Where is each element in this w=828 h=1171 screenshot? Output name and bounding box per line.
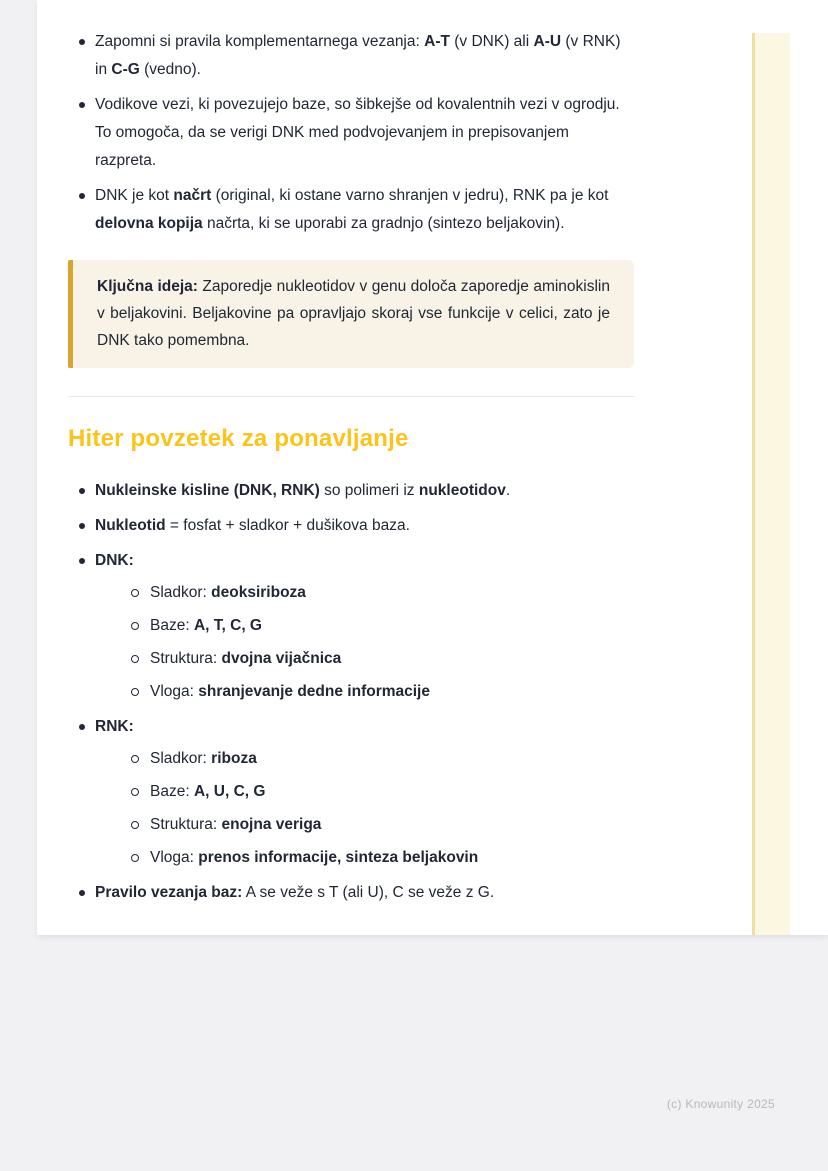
text-run: Sladkor: [150,584,212,601]
document-content [68,28,634,914]
text-run: načrta, ki se uporabi za gradnjo (sintezo beljakovin). [202,215,565,232]
list-item [68,477,634,505]
list-item-text [150,683,430,700]
bold-text: A, U, C, G [193,783,266,800]
text-run: Vodikove vezi, ki povezujejo baze, so šibkejše od kovalentnih vezi v ogrodju. To omogoča, da se verigi DNK med podvojevanjem in prepisovanjem razpreta. [95,96,620,169]
text-run: Vloga: [150,849,199,866]
list-item-text [95,482,510,499]
summary-bullet-list [68,477,634,907]
list-item-text [150,849,478,866]
text-run: Baze: [150,617,194,634]
text-run: (vedno). [139,61,201,78]
list-item-text [95,552,134,569]
list-item-text [150,783,265,800]
list-item [68,879,634,907]
intro-bullet-list [68,28,634,238]
list-item [123,745,634,773]
list-item [68,713,634,872]
text-run: Struktura: [150,816,222,833]
list-item [68,182,634,238]
text-run: (original, ki ostane varno shranjen v jedru), RNK pa je kot [211,187,609,204]
list-item-text [150,617,262,634]
list-item [123,678,634,706]
text-run: Baze: [150,783,194,800]
text-run: Sladkor: [150,750,212,767]
text-run: Zaporedje nukleotidov v genu določa zaporedje aminokislin v beljakovini. Beljakovine pa opravljajo skoraj vse funkcije v celici, zato je DNK tako pomembna. [97,278,610,349]
bold-text: Ključna ideja: [97,278,198,295]
text-run: = fosfat + sladkor + dušikova baza. [165,517,410,534]
list-item-text [95,187,608,232]
text-run: Zapomni si pravila komplementarnega vezanja: [95,33,425,50]
text-run: Struktura: [150,650,222,667]
list-item [68,547,634,706]
bold-text: enojna veriga [221,816,322,833]
list-item-text [95,884,494,901]
list-item-text [150,816,321,833]
text-run: Vloga: [150,683,199,700]
bold-text: prenos informacije, sinteza beljakovin [198,849,479,866]
list-item [68,91,634,175]
bold-text: A, T, C, G [193,617,262,634]
list-item-text [95,33,620,78]
bold-text: riboza [211,750,257,767]
list-item [123,844,634,872]
list-item-text [95,517,410,534]
text-run: so polimeri iz [319,482,419,499]
list-item [123,778,634,806]
text-run: A se veže s T (ali U), C se veže z G. [242,884,495,901]
bold-text: Nukleinske kisline (DNK, RNK) [95,482,320,499]
callout-text [97,273,610,354]
bold-text: A-U [533,33,562,50]
list-item-text [95,718,134,735]
list-item-text [95,96,620,169]
list-item [123,579,634,607]
bold-text: načrt [173,187,212,204]
sub-bullet-list [123,579,634,706]
bold-text: A-T [424,33,450,50]
bold-text: nukleotidov [418,482,506,499]
list-item-text [150,750,257,767]
copyright-footer: (c) Knowunity 2025 [666,1097,775,1111]
section-divider [68,396,634,397]
list-item-text [150,584,306,601]
bold-text: dvojna vijačnica [221,650,342,667]
list-item [123,612,634,640]
bold-text: Nukleotid [95,517,166,534]
bold-text: shranjevanje dedne informacije [198,683,430,700]
bold-text: delovna kopija [95,215,203,232]
sub-bullet-list [123,745,634,872]
list-item [123,645,634,673]
text-run: DNK je kot [95,187,174,204]
bold-text: Pravilo vezanja baz: [95,884,243,901]
text-run: (v RNK) in [95,33,621,78]
text-run: . [505,482,511,499]
list-item-text [150,650,341,667]
bold-text: C-G [111,61,140,78]
list-item [68,28,634,84]
document-card [37,0,828,935]
key-idea-callout [68,260,634,368]
section-heading: Hiter povzetek za ponavljanje [68,425,409,452]
bold-text: deoksiriboza [211,584,306,601]
list-item [68,512,634,540]
bold-text: RNK: [95,718,134,735]
bold-text: DNK: [95,552,134,569]
notebook-margin-stripe [752,33,790,935]
list-item [123,811,634,839]
text-run: (v DNK) ali [449,33,534,50]
